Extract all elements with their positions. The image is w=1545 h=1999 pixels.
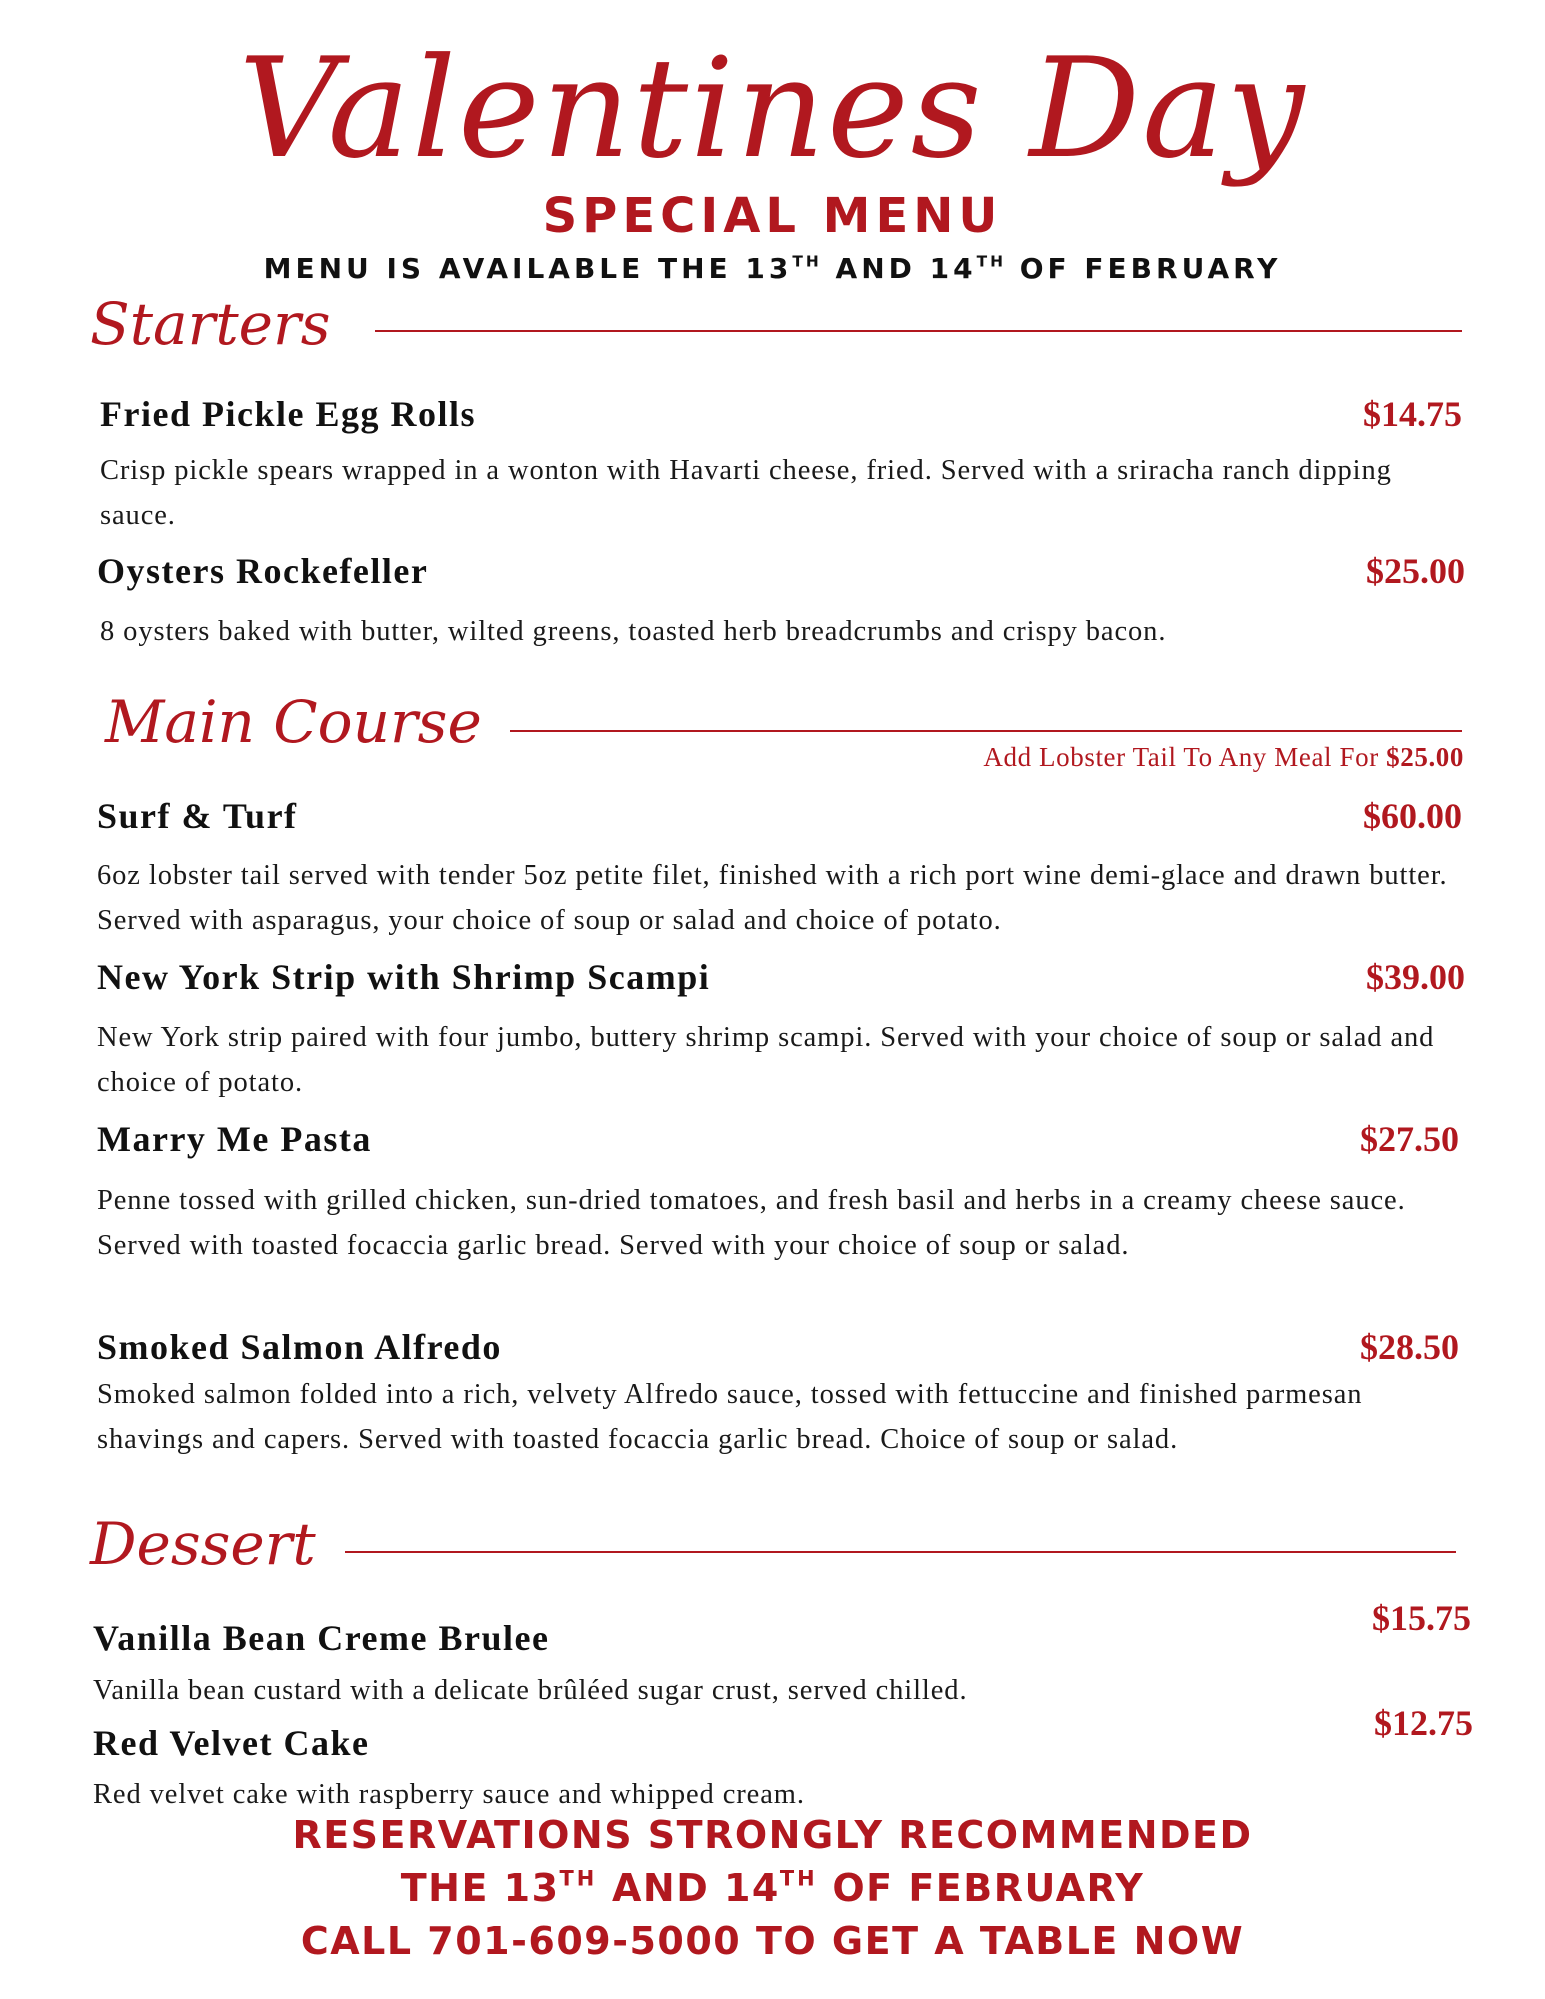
item-description: Smoked salmon folded into a rich, velvety Alfredo sauce, tossed with fettuccine and finished parmesan shavings and capers. Served with toasted focaccia garlic bread. Choice of soup or salad. — [97, 1379, 1363, 1455]
item-name: Surf & Turf — [97, 796, 298, 836]
item-description: 6oz lobster tail served with tender 5oz petite filet, finished with a rich port wine demi-glace and drawn butter. Served with asparagus, your choice of soup or salad and choice of potato. — [97, 860, 1448, 936]
item-description: Crisp pickle spears wrapped in a wonton with Havarti cheese, fried. Served with a sriracha ranch dipping sauce. — [100, 455, 1392, 531]
item-price: $25.00 — [1366, 551, 1465, 591]
item-price: $39.00 — [1366, 957, 1465, 997]
menu-title-text: Valentines Day — [238, 28, 1307, 189]
item-description: Penne tossed with grilled chicken, sun-dried tomatoes, and fresh basil and herbs in a creamy cheese sauce. Served with toasted focaccia garlic bread. Served with your choice of soup or salad. — [97, 1185, 1406, 1261]
item-name: Fried Pickle Egg Rolls — [100, 394, 476, 434]
lobster-addon-note — [983, 742, 1464, 773]
item-name: Vanilla Bean Creme Brulee — [93, 1618, 550, 1658]
item-price: $14.75 — [1363, 394, 1462, 434]
call-to-reserve: CALL 701-609-5000 TO GET A TABLE NOW — [300, 1919, 1245, 1963]
availability-text-3: OF FEBRUARY — [1005, 252, 1282, 285]
starters-heading: Starters — [90, 290, 331, 358]
item-name: Red Velvet Cake — [93, 1723, 370, 1763]
item-name: Smoked Salmon Alfredo — [97, 1327, 502, 1367]
item-price: $27.50 — [1360, 1119, 1459, 1159]
item-description: Red velvet cake with raspberry sauce and whipped cream. — [93, 1779, 805, 1810]
item-name: Marry Me Pasta — [97, 1119, 372, 1159]
item-description: Vanilla bean custard with a delicate brûléed sugar crust, served chilled. — [93, 1675, 968, 1706]
footer-date-sup-1: TH — [559, 1866, 598, 1891]
availability-sup-1: TH — [792, 252, 822, 271]
item-price: $15.75 — [1372, 1598, 1471, 1638]
item-price: $12.75 — [1374, 1703, 1473, 1743]
availability-sup-2: TH — [976, 252, 1006, 271]
reservation-note: RESERVATIONS STRONGLY RECOMMENDED — [292, 1813, 1253, 1857]
availability-text-2: AND 14 — [821, 252, 977, 285]
item-price: $28.50 — [1360, 1327, 1459, 1367]
addon-price: $25.00 — [1386, 742, 1464, 772]
availability-text-1: MENU IS AVAILABLE THE 13 — [263, 252, 793, 285]
reservation-dates — [0, 1866, 1545, 1910]
footer-date-text-1: THE 13 — [400, 1866, 560, 1910]
footer-date-sup-2: TH — [779, 1866, 818, 1891]
item-price: $60.00 — [1363, 796, 1462, 836]
dessert-heading: Dessert — [90, 1510, 316, 1578]
menu-subtitle: SPECIAL MENU — [542, 188, 1003, 244]
item-name: Oysters Rockefeller — [97, 551, 429, 591]
main-course-heading: Main Course — [105, 688, 482, 756]
item-name: New York Strip with Shrimp Scampi — [97, 957, 711, 997]
availability-note — [0, 252, 1545, 285]
starters-divider — [375, 330, 1462, 332]
footer-date-text-3: OF FEBRUARY — [817, 1866, 1145, 1910]
item-description: New York strip paired with four jumbo, buttery shrimp scampi. Served with your choice of soup or salad and choice of potato. — [97, 1022, 1435, 1098]
dessert-divider — [345, 1551, 1456, 1553]
item-description: 8 oysters baked with butter, wilted greens, toasted herb breadcrumbs and crispy bacon. — [100, 616, 1167, 647]
footer-date-text-2: AND 14 — [597, 1866, 780, 1910]
main-course-divider — [510, 730, 1462, 732]
addon-text: Add Lobster Tail To Any Meal For — [983, 742, 1387, 772]
